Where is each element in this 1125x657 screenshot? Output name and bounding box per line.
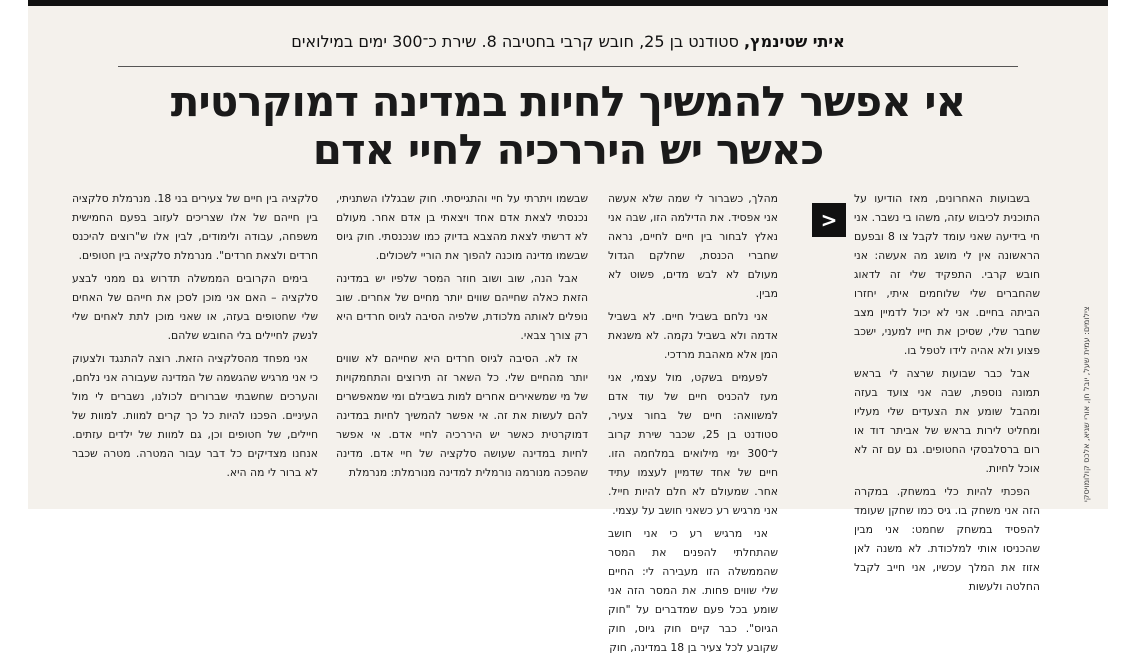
paragraph: סלקציה בין חיים של צעירים בני 18. מנרמלת סלקציה בין חייהם של אלו שצריכים לעזוב בפעם החמישית משפחה, עבודה ולימודים, לבין אלו ש"רוצים להיכנס חרדים ולצאת חרדים". מנרמלת סלקציה בין חטופים. [72, 192, 318, 262]
headline-line-1: אי אפשר להמשיך לחיות במדינה דמוקרטית [170, 77, 966, 126]
article-body [46, 189, 1048, 654]
article-column-1 [854, 189, 1040, 593]
article-column-3 [336, 189, 588, 501]
paragraph: הפכתי להיות כלי במשחק. במקרה הזה אני משחק בו. גיס כמו שחקן שעומד להפסיד במשחק שחמט: אני מבין שהכניסו אותי למלכודת. לא משנה לאן אזוז את המלך עכשיו, אני חייב לקבל החלטה ולעשות [854, 485, 1040, 593]
byline-divider [118, 66, 1018, 67]
author-name: איתי שטינמץ, [744, 32, 845, 51]
quote-marker-icon: > [812, 203, 846, 237]
photo-credit: צילומים: עמית שעל, יובל חן, אורי שגיא, אלכס קולומויסקי [1082, 306, 1091, 502]
byline [28, 32, 1108, 51]
paragraph: אז לא. הסיבה לגיוס חרדים היא שחייהם לא שווים יותר מהחיים שלי. כל השאר זה תירוצים והתחמקויות של מי שמשאירים אחרים למות בשבילם ומי שמאפשרים להם לעשות את זה. אי אפשר להמשיך לחיות במדינה דמוקרטית כאשר יש היררכיה לחיי אדם. אי אפשר לחיות במדינה שעושה סלקציה של חיי אדם. מדינה שהפכה מנורמה נורמלית למדינה מנורמלת: מנרמלת [336, 352, 588, 479]
paragraph: אבל כבר שבועות שרצה לי בראש תמונה נוספת, שבה אני צועד בעזה ומהבל שומע את הצעדים שלי מעליו ומחליט לירות בראש של אביתר דוד או רום ברסלבסקי החטופים. גם עם זה לא אוכל לחיות. [854, 367, 1040, 475]
paragraph: שבשמו ויתרתי על חיי והתגייסתי. חוק שבגללו השתניתי, נכנסתי לצאת אדם אחד ויצאתי בן אדם אחר. מעולם לא דרשתי לצאת מהצבא בדיוק כמו שנכנסתי. חוק גיוס שבשמו מדינה מוכנה להפוך את הוריי לשכולים. [336, 192, 588, 262]
paragraph: מהלך, כשברור לי שמה שלא אעשה אני אפסיד. את הדילמה הזו, שבה אני נאלץ לבחור בין חיים לחיים, נראה שחברי הכנסת, שחלקם הגדול מעולם לא לבש מדים, פשוט לא מבין. [608, 192, 778, 300]
article-column-2 [608, 189, 779, 654]
newspaper-article [28, 6, 1108, 654]
paragraph: אני מפחד מהסלקציה הזאת. רוצה להתנגד ולצעוק כי אני מרגיש שהגשמה של המדינה שעבורה אני נלחם, והערכים שחשבתי שברורים לכולנו, נשברים לי מול העיניים. הפכנו להיות כל כך קרים למוות. למוות של חיילים, של חטופים וכן, גם למוות של ילדים עזתים. אנחנו מצדיקים כל דבר עבור המטרה. מטרה שכבר לא ברור לי מה היא. [72, 352, 318, 479]
paragraph: בשבועות האחרונים, מאז הודיעו על התוכנית לכיבוש עזה, משהו בי נשבר. אני חי בידיעה שאני עומד לקבל צו 8 ובפעם הראשונה אין לי מושג מה אעשה: אני חובש קרבי. התפקיד שלי זה לדאוג שהחברים שלי שלוחמים איתי, יחזרו הביתה בחיים. אני לא יכול לדמיין מצב שחבר שלי, שסיכן את חייו למעני, ישכב פצוע ולא אהיה לידו לטפל בו. [854, 192, 1040, 357]
paragraph: אבל הנה, שוב ושוב חוזר המסר שלפיו יש במדינה הזאת כאלה שחייהם שווים יותר מחיים של אחרים. שוב נופלים לאותה מלכודת, שלפיה הסיבה לגיוס חרדים היא רק צורך צבאי. [336, 272, 588, 342]
headline-line-2: כאשר יש היררכיה לחיי אדם [312, 125, 824, 174]
paragraph: אני נלחם בשביל חיים. לא בשביל אדמה ולא בשביל נקמה. לא משנאת המן אלא מאהבת מרדכי. [608, 310, 778, 361]
paragraph: אני מרגיש רע כי אני חושב שהתחלתי להפנים את המסר שהממשלה הזו מעבירה לי: החיים שלי שווים פחות. את המסר הזה אני שומע בכל פעם שמדברים על "חוק הגיוס". כבר קיים חוק גיוס, חוק שקובע לכל צעיר בן 18 במדינה, חוק [608, 527, 778, 654]
headline [88, 78, 1048, 174]
paragraph: בימים הקרובים הממשלה תדרוש גם ממני לבצע סלקציה – האם אני מוכן לסכן את חייהם של האחים שלי שחטופים בעזה, או שאני מוכן לתת לאחים שלי לנשק לחיילים בלי החובש שלהם. [72, 272, 318, 342]
paragraph: לפעמים בשקט, מול עצמי, אני מעז להכניס חיים של עוד אדם למשוואה: חיים של בחור צעיר, סטודנט בן 25, שכבר שירת קרוב ל־300 ימי מילואים במלחמה הזו. חיים של אחד שדמיין לעצמו עתיד אחר. שמעולם לא חלם להיות חייל. אני מרגיש רע כשאני חושב על עצמי. [608, 371, 779, 517]
article-column-4 [72, 189, 318, 501]
author-description: סטודנט בן 25, חובש קרבי בחטיבה 8. שירת כ־300 ימים במילואים [291, 32, 745, 51]
